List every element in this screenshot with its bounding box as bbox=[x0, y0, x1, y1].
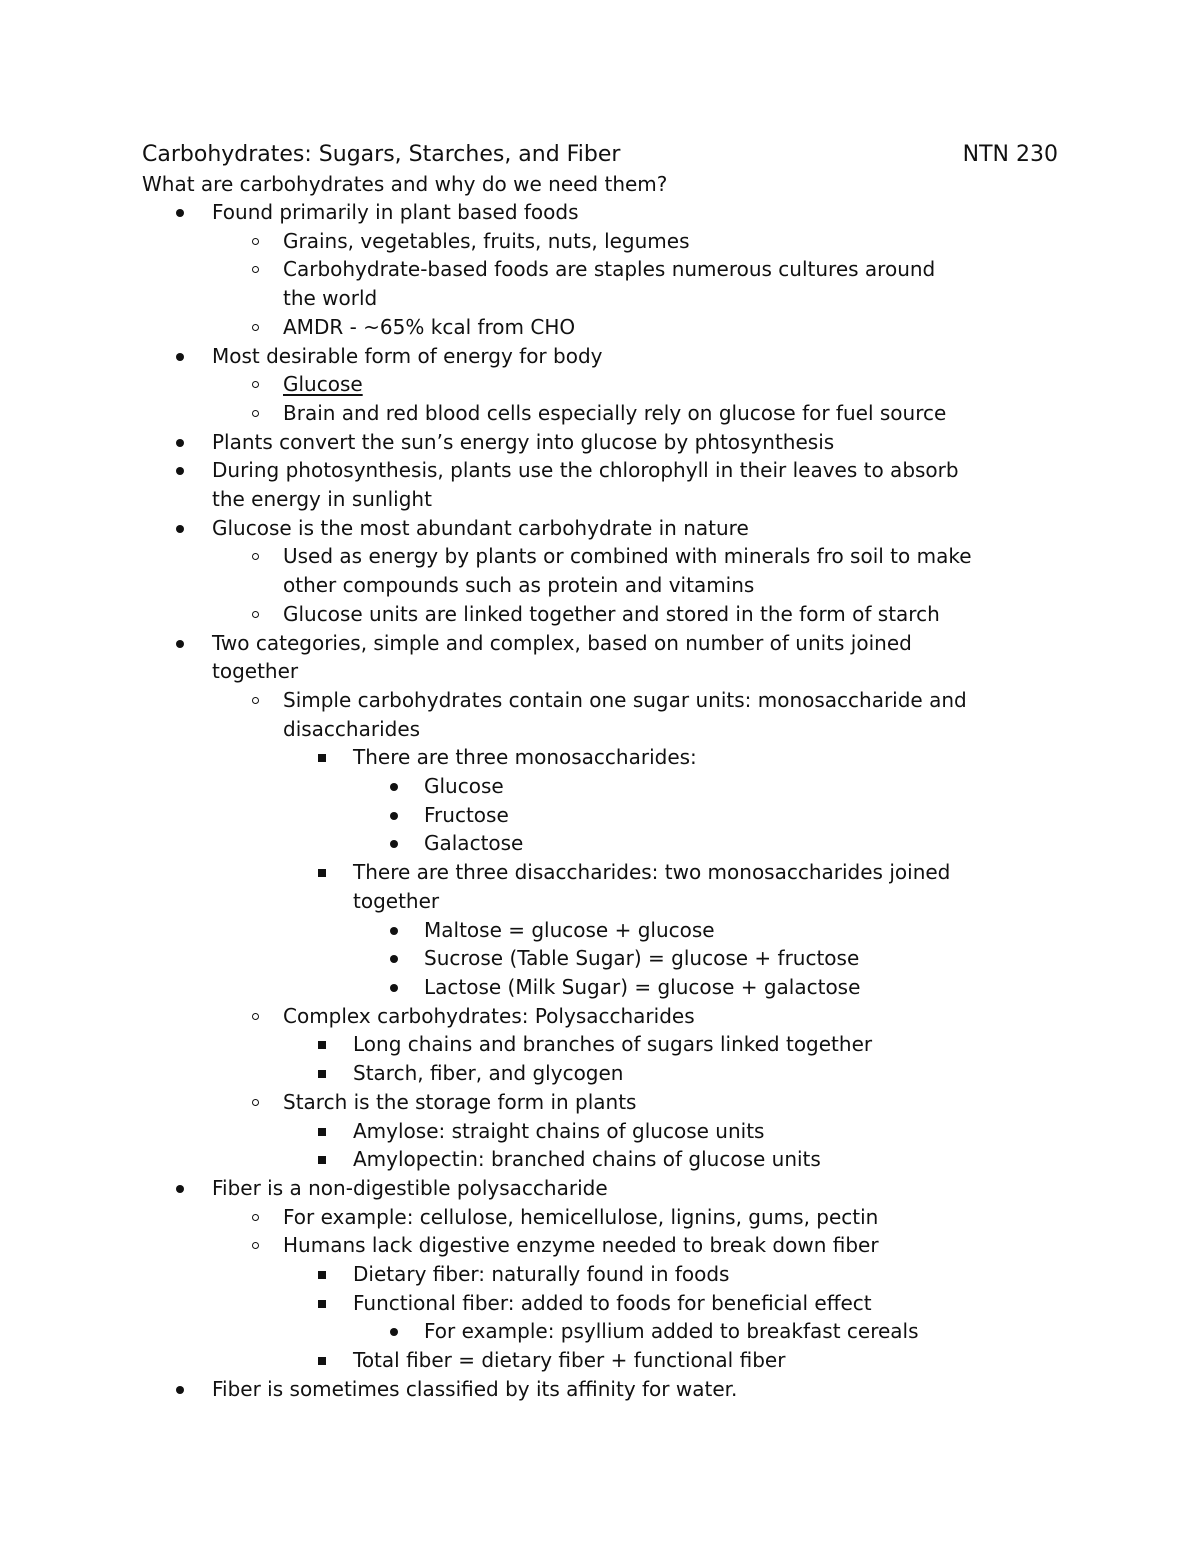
bullet-dot-icon bbox=[176, 353, 184, 361]
list-item: For example: psyllium added to breakfast cereals bbox=[0, 1317, 972, 1346]
bullet-square-icon bbox=[318, 1357, 326, 1365]
section-question: What are carbohydrates and why do we need them? bbox=[142, 172, 668, 196]
list-item-continuation: the energy in sunlight bbox=[212, 487, 432, 512]
bullet-dot-icon bbox=[390, 783, 398, 791]
list-item: Amylopectin: branched chains of glucose units bbox=[0, 1145, 972, 1174]
bullet-dot-icon bbox=[176, 1185, 184, 1193]
page-title: Carbohydrates: Sugars, Starches, and Fiber bbox=[142, 142, 621, 167]
list-item: For example: cellulose, hemicellulose, lignins, gums, pectin bbox=[0, 1203, 972, 1232]
bullet-circle-icon bbox=[252, 553, 259, 560]
bullet-dot-icon bbox=[390, 984, 398, 992]
list-item-continuation: the world bbox=[283, 286, 378, 311]
document-header bbox=[142, 138, 1058, 172]
list-item: AMDR - ~65% kcal from CHO bbox=[0, 313, 972, 342]
bullet-square-icon bbox=[318, 869, 326, 877]
list-item: Grains, vegetables, fruits, nuts, legumes bbox=[0, 227, 972, 256]
bullet-dot-icon bbox=[390, 840, 398, 848]
bullet-circle-icon bbox=[252, 697, 259, 704]
bullet-circle-icon bbox=[252, 1242, 259, 1249]
list-item: During photosynthesis, plants use the chlorophyll in their leaves to absorb bbox=[0, 456, 972, 485]
list-item: Plants convert the sun’s energy into glucose by phtosynthesis bbox=[0, 428, 972, 457]
list-item: There are three monosaccharides: bbox=[0, 743, 972, 772]
list-item: Found primarily in plant based foods bbox=[0, 198, 972, 227]
list-item: Galactose bbox=[0, 829, 972, 858]
list-item: Long chains and branches of sugars linked together bbox=[0, 1030, 972, 1059]
bullet-square-icon bbox=[318, 1070, 326, 1078]
list-item: Simple carbohydrates contain one sugar units: monosaccharide and bbox=[0, 686, 972, 715]
bullet-square-icon bbox=[318, 1156, 326, 1164]
list-item: Brain and red blood cells especially rely on glucose for fuel source bbox=[0, 399, 972, 428]
bullet-circle-icon bbox=[252, 324, 259, 331]
bullet-circle-icon bbox=[252, 611, 259, 618]
bullet-circle-icon bbox=[252, 266, 259, 273]
bullet-dot-icon bbox=[390, 927, 398, 935]
list-item-continuation: together bbox=[353, 888, 440, 913]
list-item: Fructose bbox=[0, 801, 972, 830]
list-item bbox=[0, 370, 972, 399]
bullet-square-icon bbox=[318, 1041, 326, 1049]
list-item: Amylose: straight chains of glucose units bbox=[0, 1117, 972, 1146]
bullet-dot-icon bbox=[176, 209, 184, 217]
bullet-square-icon bbox=[318, 1128, 326, 1136]
list-item: Carbohydrate-based foods are staples numerous cultures around bbox=[0, 255, 972, 284]
bullet-dot-icon bbox=[176, 525, 184, 533]
bullet-dot-icon bbox=[176, 1386, 184, 1394]
list-item: Lactose (Milk Sugar) = glucose + galactose bbox=[0, 973, 972, 1002]
bullet-square-icon bbox=[318, 754, 326, 762]
bullet-dot-icon bbox=[176, 640, 184, 648]
bullet-circle-icon bbox=[252, 1214, 259, 1221]
list-item: Dietary fiber: naturally found in foods bbox=[0, 1260, 972, 1289]
bullet-circle-icon bbox=[252, 1099, 259, 1106]
list-item: Two categories, simple and complex, based on number of units joined bbox=[0, 629, 972, 658]
bullet-dot-icon bbox=[390, 955, 398, 963]
list-item-continuation: disaccharides bbox=[283, 716, 421, 741]
bullet-dot-icon bbox=[176, 467, 184, 475]
bullet-dot-icon bbox=[390, 1328, 398, 1336]
list-item: Functional fiber: added to foods for beneficial effect bbox=[0, 1289, 972, 1318]
bullet-circle-icon bbox=[252, 1013, 259, 1020]
bullet-square-icon bbox=[318, 1300, 326, 1308]
list-item: Starch is the storage form in plants bbox=[0, 1088, 972, 1117]
list-item: Glucose bbox=[0, 772, 972, 801]
notes-outline bbox=[0, 198, 972, 1404]
list-item: Complex carbohydrates: Polysaccharides bbox=[0, 1002, 972, 1031]
list-item: Fiber is sometimes classified by its affinity for water. bbox=[0, 1375, 972, 1404]
bullet-dot-icon bbox=[390, 812, 398, 820]
bullet-circle-icon bbox=[252, 238, 259, 245]
list-item: Maltose = glucose + glucose bbox=[0, 916, 972, 945]
list-item: Glucose is the most abundant carbohydrate in nature bbox=[0, 514, 972, 543]
list-item-continuation: together bbox=[212, 659, 299, 684]
list-item-continuation: other compounds such as protein and vitamins bbox=[283, 573, 755, 598]
bullet-circle-icon bbox=[252, 381, 259, 388]
course-code: NTN 230 bbox=[962, 142, 1058, 167]
list-item: Glucose units are linked together and stored in the form of starch bbox=[0, 600, 972, 629]
list-item: Humans lack digestive enzyme needed to break down fiber bbox=[0, 1231, 972, 1260]
list-item: Used as energy by plants or combined with minerals fro soil to make bbox=[0, 542, 972, 571]
list-item: Sucrose (Table Sugar) = glucose + fructose bbox=[0, 944, 972, 973]
list-item: Total fiber = dietary fiber + functional fiber bbox=[0, 1346, 972, 1375]
list-item: There are three disaccharides: two monosaccharides joined bbox=[0, 858, 972, 887]
underlined-term: Glucose bbox=[283, 372, 363, 397]
bullet-dot-icon bbox=[176, 439, 184, 447]
list-item: Most desirable form of energy for body bbox=[0, 342, 972, 371]
bullet-square-icon bbox=[318, 1271, 326, 1279]
list-item: Fiber is a non-digestible polysaccharide bbox=[0, 1174, 972, 1203]
bullet-circle-icon bbox=[252, 410, 259, 417]
list-item: Starch, fiber, and glycogen bbox=[0, 1059, 972, 1088]
